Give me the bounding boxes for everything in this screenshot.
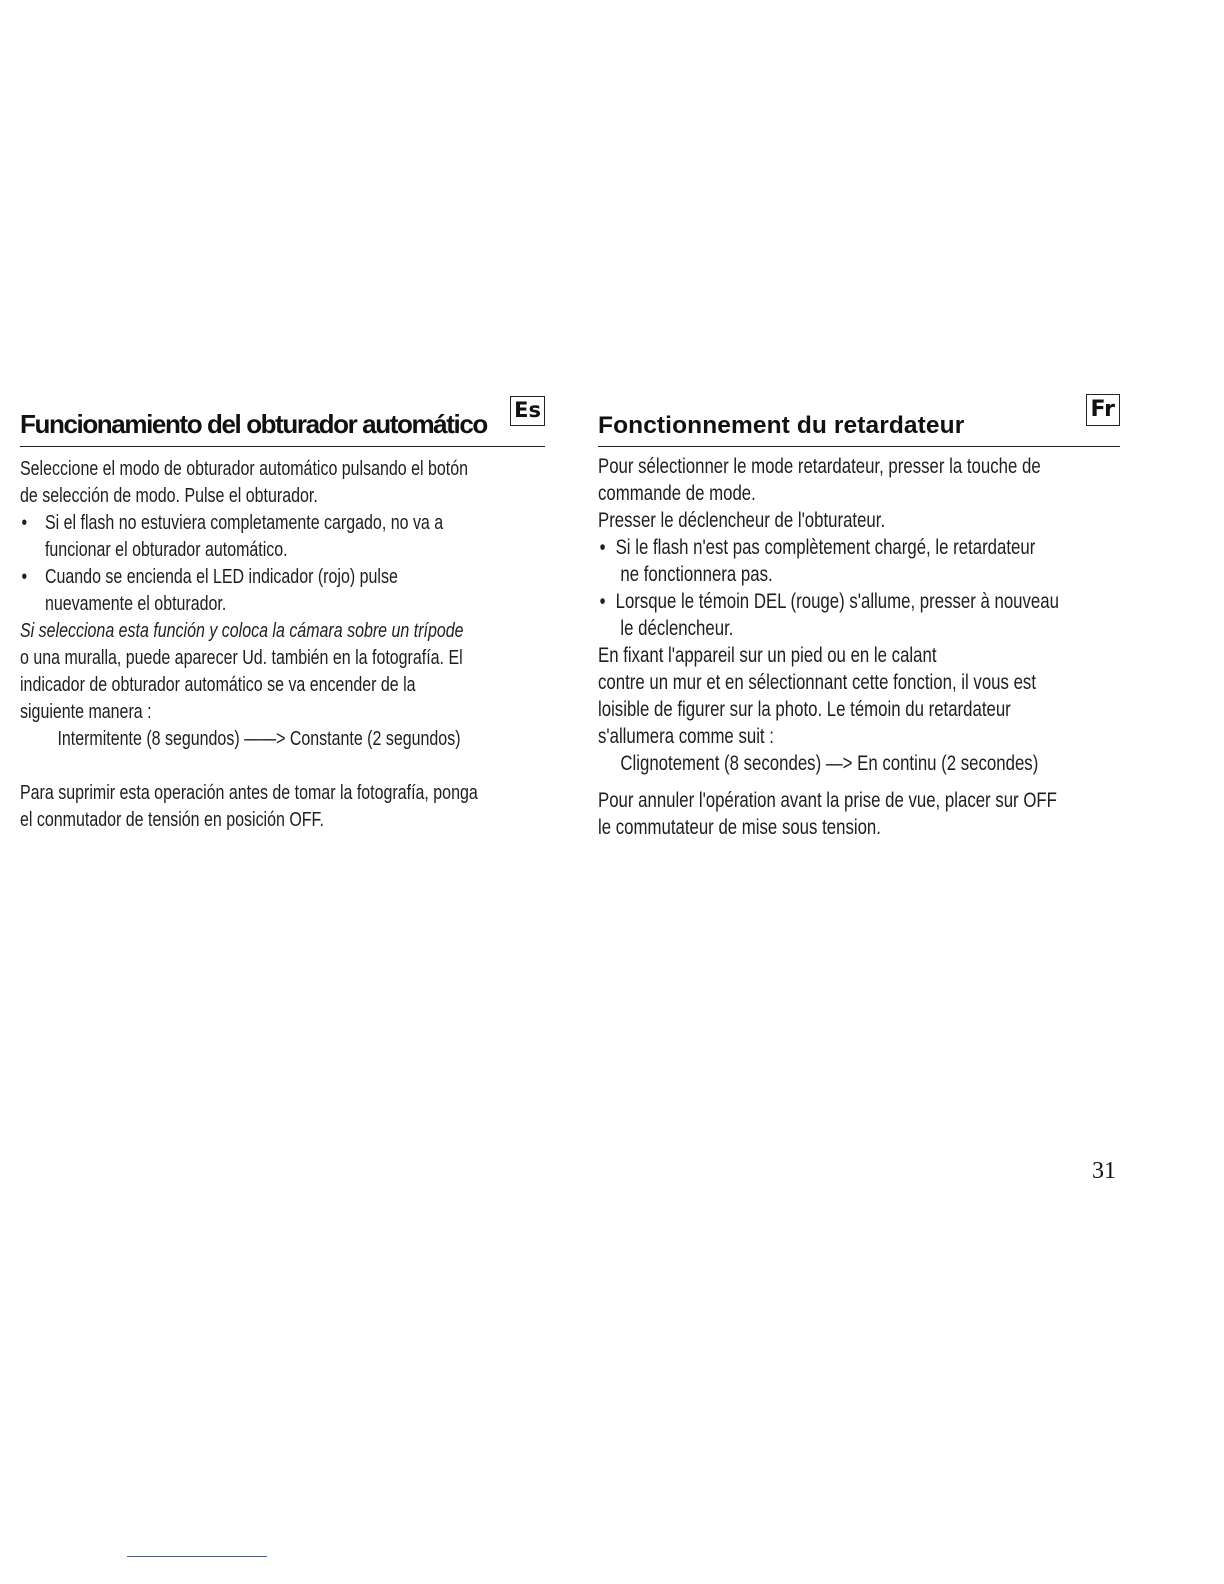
spanish-body bbox=[20, 455, 545, 833]
french-sequence: Clignotement (8 secondes) —> En continu (2 secondes) bbox=[620, 752, 1039, 775]
bullet-icon: • bbox=[21, 565, 28, 588]
spanish-section bbox=[20, 392, 545, 833]
spanish-bullet-text: Cuando se encienda el LED indicador (rojo) pulse bbox=[44, 565, 398, 588]
french-paragraph-line: contre un mur et en sélectionnant cette fonction, il vous est bbox=[598, 671, 1036, 694]
spanish-bullet-item bbox=[20, 563, 545, 590]
spanish-bullet-item bbox=[20, 509, 545, 536]
spanish-intro-line: de selección de modo. Pulse el obturador. bbox=[20, 484, 318, 507]
spanish-bullet-text: Si el flash no estuviera completamente cargado, no va a bbox=[44, 511, 444, 534]
french-bullet-continuation: ne fonctionnera pas. bbox=[620, 563, 773, 586]
spanish-intro-line: Seleccione el modo de obturador automático pulsando el botón bbox=[20, 457, 469, 480]
french-language-badge: Fr bbox=[1086, 394, 1120, 426]
french-paragraph-line: loisible de figurer sur la photo. Le témoin du retardateur bbox=[598, 698, 1011, 721]
spanish-italic-line: Si selecciona esta función y coloca la cámara sobre un trípode bbox=[20, 619, 464, 642]
bullet-icon: • bbox=[21, 511, 28, 534]
spanish-closing-line: el conmutador de tensión en posición OFF. bbox=[20, 808, 324, 831]
spanish-paragraph-line: indicador de obturador automático se va encender de la bbox=[20, 673, 416, 696]
french-bullet-item bbox=[598, 534, 1120, 561]
french-closing-line: Pour annuler l'opération avant la prise de vue, placer sur OFF bbox=[598, 789, 1057, 812]
french-bullet-text: Lorsque le témoin DEL (rouge) s'allume, presser à nouveau bbox=[615, 590, 1059, 613]
spanish-bullet-continuation: nuevamente el obturador. bbox=[44, 592, 227, 615]
spanish-closing-line: Para suprimir esta operación antes de tomar la fotografía, ponga bbox=[20, 781, 478, 804]
french-intro-line: Pour sélectionner le mode retardateur, presser la touche de bbox=[598, 455, 1041, 478]
footer-divider bbox=[127, 1556, 267, 1557]
spanish-paragraph-line: o una muralla, puede aparecer Ud. también en la fotografía. El bbox=[20, 646, 463, 669]
spanish-paragraph-line: siguiente manera : bbox=[20, 700, 152, 723]
spanish-header bbox=[20, 392, 545, 447]
french-bullet-continuation: le déclencheur. bbox=[620, 617, 734, 640]
french-intro-line: commande de mode. bbox=[598, 482, 756, 505]
french-intro-line: Presser le déclencheur de l'obturateur. bbox=[598, 509, 886, 532]
french-header bbox=[598, 392, 1120, 447]
french-title: Fonctionnement du retardateur bbox=[598, 412, 965, 439]
bullet-icon: • bbox=[599, 536, 606, 559]
french-section bbox=[598, 392, 1120, 841]
spacer bbox=[598, 777, 1120, 787]
spanish-language-badge: Es bbox=[510, 396, 545, 426]
french-body bbox=[598, 453, 1120, 841]
french-bullet-text: Si le flash n'est pas complètement chargé, le retardateur bbox=[615, 536, 1036, 559]
spanish-bullet-continuation: funcionar el obturador automático. bbox=[44, 538, 288, 561]
french-paragraph-line: En fixant l'appareil sur un pied ou en le calant bbox=[598, 644, 937, 667]
french-bullet-item bbox=[598, 588, 1120, 615]
spanish-sequence: Intermitente (8 segundos) ——> Constante (2 segundos) bbox=[57, 727, 461, 750]
spacer bbox=[20, 752, 545, 779]
french-closing-line: le commutateur de mise sous tension. bbox=[598, 816, 881, 839]
spanish-title: Funcionamiento del obturador automático bbox=[20, 409, 487, 439]
page-number: 31 bbox=[1092, 1158, 1116, 1184]
french-paragraph-line: s'allumera comme suit : bbox=[598, 725, 774, 748]
bullet-icon: • bbox=[599, 590, 606, 613]
